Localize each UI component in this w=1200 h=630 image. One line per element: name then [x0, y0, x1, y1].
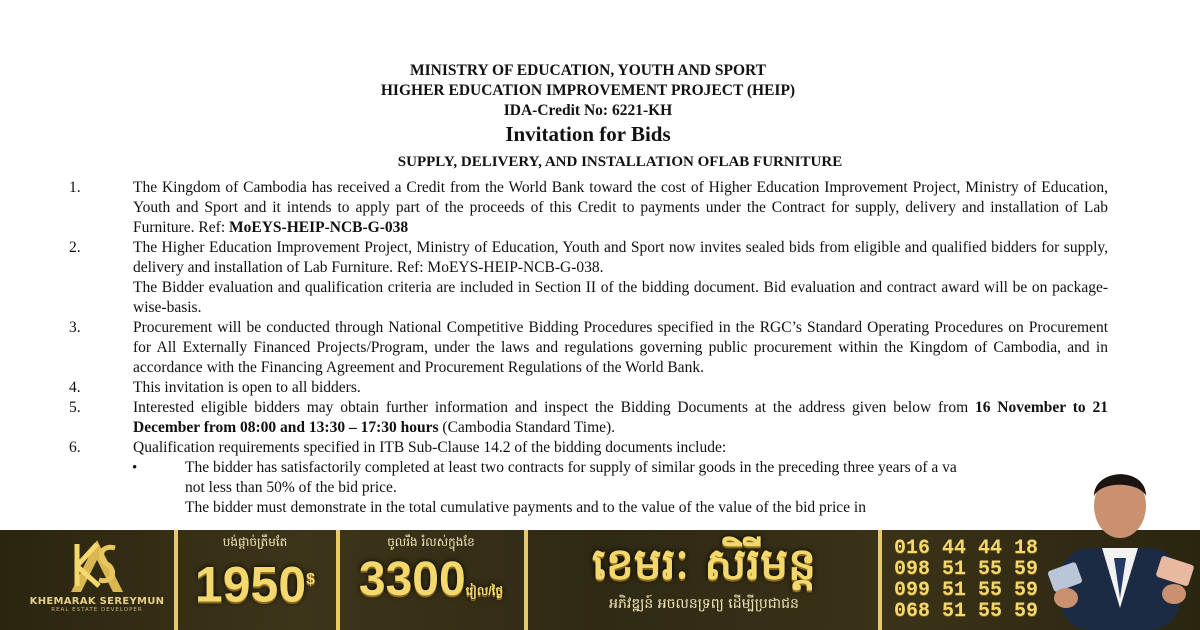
phone-number[interactable]: 098 51 55 59 [894, 558, 1039, 581]
clause-1 [0, 178, 1200, 238]
clause-text: Procurement will be conducted through National Competitive Bidding Procedures specified in the RGC’s Standard Operating Procedures on Procurement for All Externally Financed Projects/Program, under the laws and regulations governing public procurement within the Kingdom of Cambodia, and in accordance with the Financing Agreement and Procurement Regulations of the World Bank. [133, 319, 1108, 376]
clause-number: 2. [69, 239, 81, 256]
logo-subtitle: REAL ESTATE DEVELOPER [51, 607, 143, 613]
reference-code: MoEYS-HEIP-NCB-G-038 [229, 219, 409, 236]
clause-text: Interested eligible bidders may obtain further information and inspect the Bidding Documents at the address given below from 16 November to 21 December from 08:00 and 13:30 – 17:30 hours (Cambodia Standard Time). [133, 399, 1108, 436]
bullet-icon: • [132, 460, 138, 476]
date-range: 16 November to 21 December from 08:00 and 13:30 – 17:30 hours [133, 399, 1108, 436]
price-installment-value: 3300រៀល/ថ្ងៃ [358, 553, 504, 606]
clause-5 [0, 398, 1200, 438]
divider [336, 530, 340, 630]
notice-subject: SUPPLY, DELIVERY, AND INSTALLATION OFLAB FURNITURE [397, 154, 843, 170]
price-installment [346, 534, 516, 619]
clause-number: 6. [69, 439, 81, 456]
clause-number: 5. [69, 399, 81, 416]
advertisement-banner[interactable] [0, 530, 1200, 630]
bullet-text: The bidder must demonstrate in the total cumulative payments and to the value of the value of the bid price in [185, 499, 866, 516]
clause-2 [0, 238, 1200, 318]
divider [174, 530, 178, 630]
ks-logo-icon [67, 536, 127, 594]
ministry-heading: MINISTRY OF EDUCATION, YOUTH AND SPORT [409, 62, 766, 79]
clause-list [0, 178, 1200, 518]
divider [524, 530, 528, 630]
clause-text: This invitation is open to all bidders. [133, 379, 361, 396]
project-heading: HIGHER EDUCATION IMPROVEMENT PROJECT (HEIP) [380, 82, 796, 99]
price-cash [180, 534, 330, 613]
presenter-photo [1040, 448, 1200, 630]
clause-extra-text: The Bidder evaluation and qualification criteria are included in Section II of the bidding document. Bid evaluation and contract award will be on package-wise-basis. [133, 279, 1108, 316]
phone-number[interactable]: 068 51 55 59 [894, 600, 1039, 623]
clause-text: The Kingdom of Cambodia has received a Credit from the World Bank toward the cost of Higher Education Improvement Project, Ministry of Education, Youth and Sport and it intends to apply part of the proceeds of this Credit to payments under the Contract for supply, delivery and installation of Lab Furniture. Ref: MoEYS-HEIP-NCB-G-038 [133, 179, 1108, 236]
bullet-text-continued: not less than 50% of the bid price. [185, 479, 397, 496]
price-cash-value: 1950$ [194, 556, 316, 613]
phone-list [894, 537, 1039, 623]
phone-number[interactable]: 016 44 44 18 [894, 537, 1039, 560]
phone-number[interactable]: 099 51 55 59 [894, 579, 1039, 602]
bullet-text: The bidder has satisfactorily completed at least two contracts for supply of similar goods in the preceding three years of a va [185, 459, 957, 476]
clause-text: Qualification requirements specified in ITB Sub-Clause 14.2 of the bidding documents include: [133, 439, 727, 456]
credit-number: IDA-Credit No: 6221-KH [503, 102, 673, 119]
price-cash-caption: បង់ផ្ដាច់ត្រឹមតែ [222, 535, 288, 549]
bullet-item [0, 498, 1200, 518]
clause-number: 4. [69, 379, 81, 396]
price-installment-caption: ចូលរឹង រំលស់ក្នុងខែ [387, 535, 475, 549]
clause-6 [0, 438, 1200, 518]
logo-name: KHEMARAK SEREYMUN [29, 596, 165, 607]
developer-logo [22, 536, 172, 626]
clause-number: 1. [69, 179, 81, 196]
bullet-item [0, 458, 1200, 478]
brand-tagline: អភិវឌ្ឍន៍ អចលនទ្រព្យ ដើម្បីប្រជាជន [609, 596, 799, 612]
brand-name: ខេមរៈ សិរីមន្ត [591, 539, 817, 590]
divider [878, 530, 882, 630]
clause-number: 3. [69, 319, 81, 336]
clause-3 [0, 318, 1200, 378]
notice-title: Invitation for Bids [505, 122, 671, 146]
clause-text: The Higher Education Improvement Project, Ministry of Education, Youth and Sport now invites sealed bids from eligible and qualified bidders for supply, delivery and installation of Lab Furniture. Ref: MoEYS-HEIP-NCB-G-038. [133, 239, 1108, 276]
clause-4 [0, 378, 1200, 398]
brand-block [536, 536, 872, 615]
